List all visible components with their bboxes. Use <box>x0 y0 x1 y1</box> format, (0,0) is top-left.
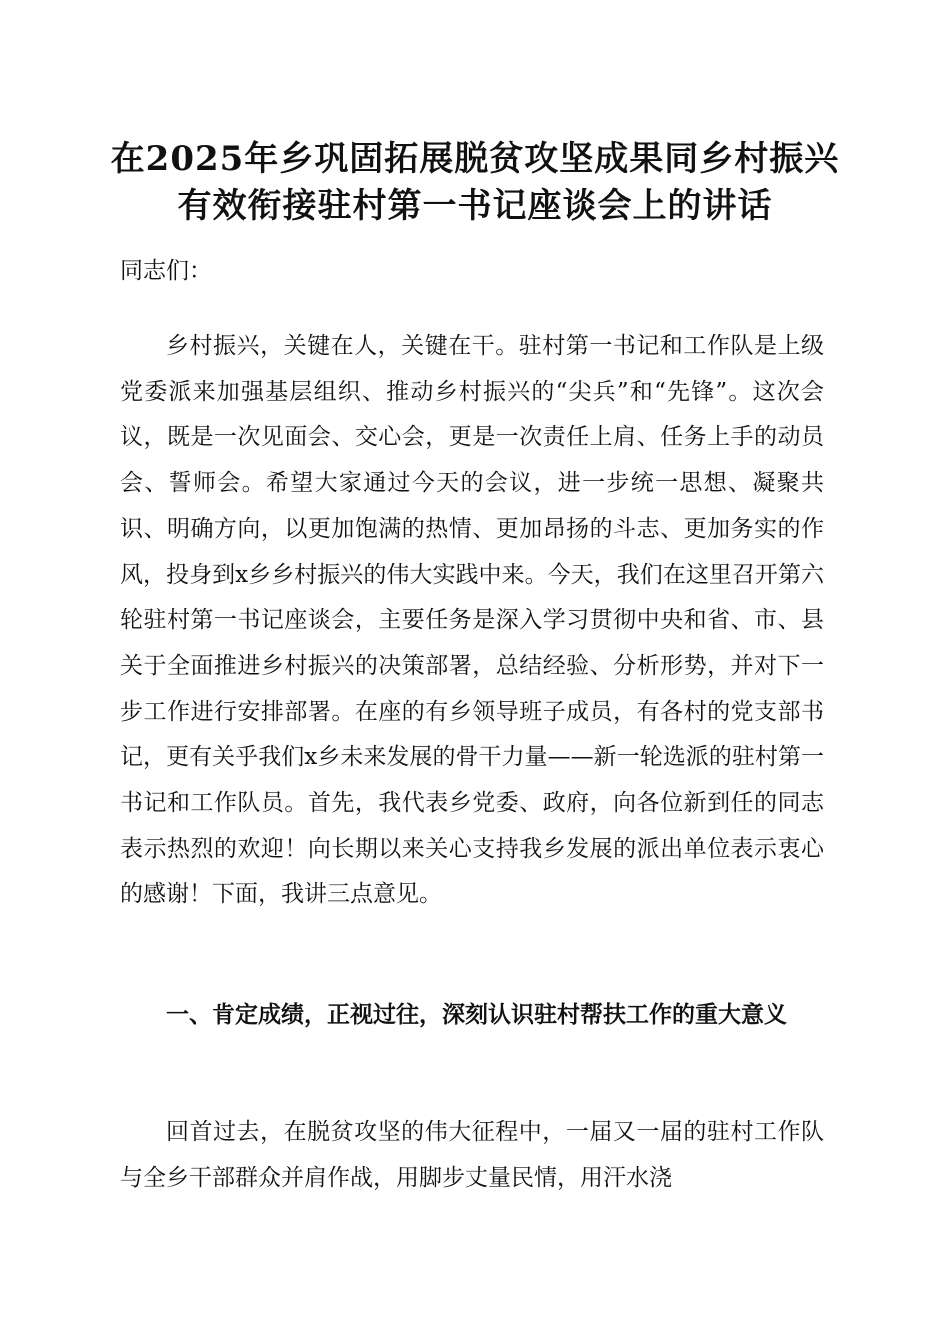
document-title: 在2025年乡巩固拓展脱贫攻坚成果同乡村振兴有效衔接驻村第一书记座谈会上的讲话 <box>110 139 840 226</box>
section-heading-1: 一、肯定成绩，正视过往，深刻认识驻村帮扶工作的重大意义 <box>166 1002 787 1028</box>
body-paragraph-2: 回首过去，在脱贫攻坚的伟大征程中，一届又一届的驻村工作队与全乡干部群众并肩作战，用脚步丈量民情，用汗水浇 <box>120 1119 824 1191</box>
body-paragraph-1: 乡村振兴，关键在人，关键在干。驻村第一书记和工作队是上级党委派来加强基层组织、推动乡村振兴的“尖兵”和“先锋”。这次会议，既是一次见面会、交心会，更是一次责任上肩、任务上手的动员会、誓师会。希望大家通过今天的会议，进一步统一思想、凝聚共识、明确方向，以更加饱满的热情、更加昂扬的斗志、更加务实的作风，投身到x乡乡村振兴的伟大实践中来。今天，我们在这里召开第六轮驻村第一书记座谈会，主要任务是深入学习贯彻中央和省、市、县关于全面推进乡村振兴的决策部署，总结经验、分析形势，并对下一步工作进行安排部署。在座的有乡领导班子成员，有各村的党支部书记，更有关乎我们x乡未来发展的骨干力量——新一轮选派的驻村第一书记和工作队员。首先，我代表乡党委、政府，向各位新到任的同志表示热烈的欢迎！向长期以来关心支持我乡发展的派出单位表示衷心的感谢！下面，我讲三点意见。 <box>120 333 824 908</box>
salutation: 同志们： <box>120 258 212 284</box>
